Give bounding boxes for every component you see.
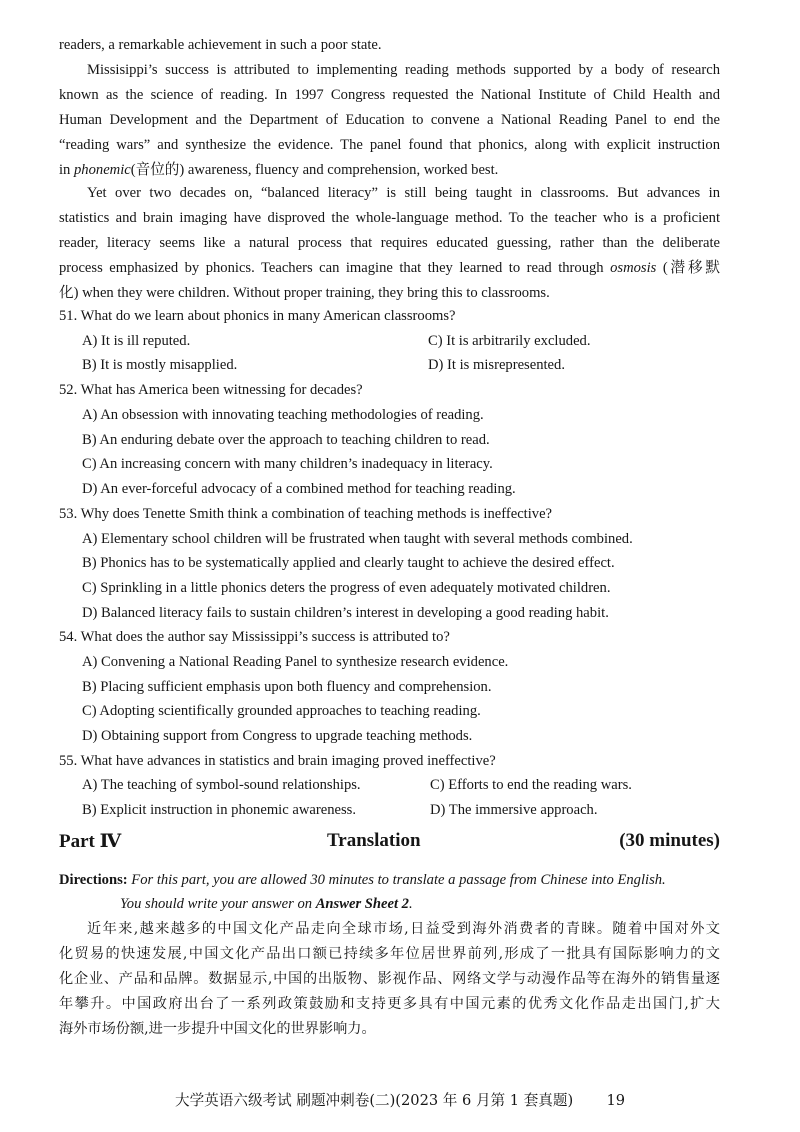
directions-label: Directions: bbox=[59, 872, 128, 888]
question-55-stem: 55. What have advances in statistics and brain imaging proved ineffective? bbox=[59, 753, 496, 769]
directions-line-2 bbox=[120, 892, 413, 917]
chinese-passage bbox=[59, 917, 720, 1042]
part-time: (30 minutes) bbox=[619, 830, 720, 851]
question-53-stem: 53. Why does Tenette Smith think a combination of teaching methods is ineffective? bbox=[59, 506, 553, 522]
question-55-option-c[interactable]: C) Efforts to end the reading wars. bbox=[430, 777, 632, 793]
directions-text: You should write your answer on bbox=[120, 896, 316, 912]
passage-paragraph-1 bbox=[59, 58, 720, 183]
passage-paragraph-0 bbox=[59, 33, 720, 58]
passage-line: “reading wars” and synthesize the evidence. The panel found that phonics, along with explicit instruction bbox=[59, 136, 720, 153]
chinese-line: 化贸易的快速发展,中国文化产品出口额已持续多年位居世界前列,形成了一批具有国际影响力的文 bbox=[59, 945, 720, 962]
question-52-option-a[interactable]: A) An obsession with innovating teaching methodologies of reading. bbox=[82, 407, 484, 423]
page-number: 19 bbox=[606, 1092, 626, 1109]
part-title: Translation bbox=[327, 830, 421, 851]
question-55-option-d[interactable]: D) The immersive approach. bbox=[430, 802, 598, 818]
chinese-line: 近年来,越来越多的中国文化产品走向全球市场,日益受到海外消费者的青睐。随着中国对外文 bbox=[87, 921, 720, 937]
question-54-option-b[interactable]: B) Placing sufficient emphasis upon both fluency and comprehension. bbox=[82, 679, 492, 695]
question-53-option-b[interactable]: B) Phonics has to be systematically applied and clearly taught to achieve the desired effect. bbox=[82, 555, 615, 571]
text-run: in bbox=[59, 161, 74, 178]
part-header bbox=[59, 830, 720, 858]
question-51-option-c[interactable]: C) It is arbitrarily excluded. bbox=[428, 333, 591, 349]
question-54-option-a[interactable]: A) Convening a National Reading Panel to synthesize research evidence. bbox=[82, 654, 509, 670]
part-label: Part Ⅳ bbox=[59, 831, 122, 852]
passage-line bbox=[59, 256, 720, 281]
chinese-line: 年攀升。中国政府出台了一系列政策鼓励和支持更多具有中国元素的优秀文化作品走出国门,扩大 bbox=[59, 995, 720, 1012]
italic-term: osmosis bbox=[610, 259, 657, 276]
text-run: (潜移默 bbox=[656, 259, 720, 276]
text-run: (音位的) awareness, fluency and comprehension, worked best. bbox=[130, 161, 499, 178]
question-52-option-c[interactable]: C) An increasing concern with many children’s inadequacy in literacy. bbox=[82, 456, 493, 472]
passage-line: reader, literacy seems like a natural process that requires educated guessing, rather than the deliberate bbox=[59, 234, 720, 251]
question-54-option-d[interactable]: D) Obtaining support from Congress to upgrade teaching methods. bbox=[82, 728, 473, 744]
question-52-option-d[interactable]: D) An ever-forceful advocacy of a combined method for teaching reading. bbox=[82, 481, 516, 497]
chinese-line: 海外市场份额,进一步提升中国文化的世界影响力。 bbox=[59, 1020, 376, 1037]
passage-line bbox=[59, 158, 720, 183]
directions-text: . bbox=[408, 896, 413, 912]
question-55-option-b[interactable]: B) Explicit instruction in phonemic awareness. bbox=[82, 802, 356, 818]
question-55-option-a[interactable]: A) The teaching of symbol-sound relationships. bbox=[82, 777, 361, 793]
footer-title: 大学英语六级考试 刷题冲刺卷(二)(2023 年 6 月第 1 套真题) bbox=[174, 1092, 574, 1109]
passage-line: known as the science of reading. In 1997 Congress requested the National Institute of Child Health and bbox=[59, 86, 720, 103]
question-52-option-b[interactable]: B) An enduring debate over the approach to teaching children to read. bbox=[82, 432, 490, 448]
passage-line: Human Development and the Department of Education to convene a National Reading Panel to end the bbox=[59, 111, 720, 128]
question-53-option-a[interactable]: A) Elementary school children will be frustrated when taught with several methods combined. bbox=[82, 531, 633, 547]
question-51-stem: 51. What do we learn about phonics in many American classrooms? bbox=[59, 308, 456, 324]
passage-line: Missisippi’s success is attributed to implementing reading methods supported by a body of research bbox=[87, 62, 720, 78]
text-run: process emphasized by phonics. Teachers can imagine that they learned to read through bbox=[59, 259, 611, 276]
passage-line: 化) when they were children. Without proper training, they bring this to classrooms. bbox=[59, 284, 550, 301]
question-51-option-a[interactable]: A) It is ill reputed. bbox=[82, 333, 191, 349]
page-footer bbox=[0, 1089, 800, 1110]
question-54-stem: 54. What does the author say Mississippi’s success is attributed to? bbox=[59, 629, 450, 645]
answer-sheet-label: Answer Sheet 2 bbox=[315, 896, 409, 912]
question-53-option-c[interactable]: C) Sprinkling in a little phonics deters the progress of even adequately motivated children. bbox=[82, 580, 611, 596]
question-53-option-d[interactable]: D) Balanced literacy fails to sustain children’s interest in developing a good reading habit. bbox=[82, 605, 609, 621]
passage-paragraph-2 bbox=[59, 181, 720, 306]
question-52-stem: 52. What has America been witnessing for decades? bbox=[59, 382, 363, 398]
chinese-line: 化企业、产品和品牌。数据显示,中国的出版物、影视作品、网络文学与动漫作品等在海外的销售量逐 bbox=[59, 970, 720, 987]
directions-text: For this part, you are allowed 30 minutes to translate a passage from Chinese into English. bbox=[127, 872, 666, 888]
question-51-option-d[interactable]: D) It is misrepresented. bbox=[428, 357, 565, 373]
passage-line: readers, a remarkable achievement in such a poor state. bbox=[59, 37, 382, 53]
question-51-option-b[interactable]: B) It is mostly misapplied. bbox=[82, 357, 238, 373]
passage-line: statistics and brain imaging have disproved the whole-language method. To the teacher who is a proficient bbox=[59, 209, 720, 226]
passage-line: Yet over two decades on, “balanced literacy” is still being taught in classrooms. But advances in bbox=[87, 185, 720, 201]
directions-line-1 bbox=[59, 868, 666, 893]
question-54-option-c[interactable]: C) Adopting scientifically grounded approaches to teaching reading. bbox=[82, 703, 481, 719]
italic-term: phonemic bbox=[74, 161, 131, 178]
